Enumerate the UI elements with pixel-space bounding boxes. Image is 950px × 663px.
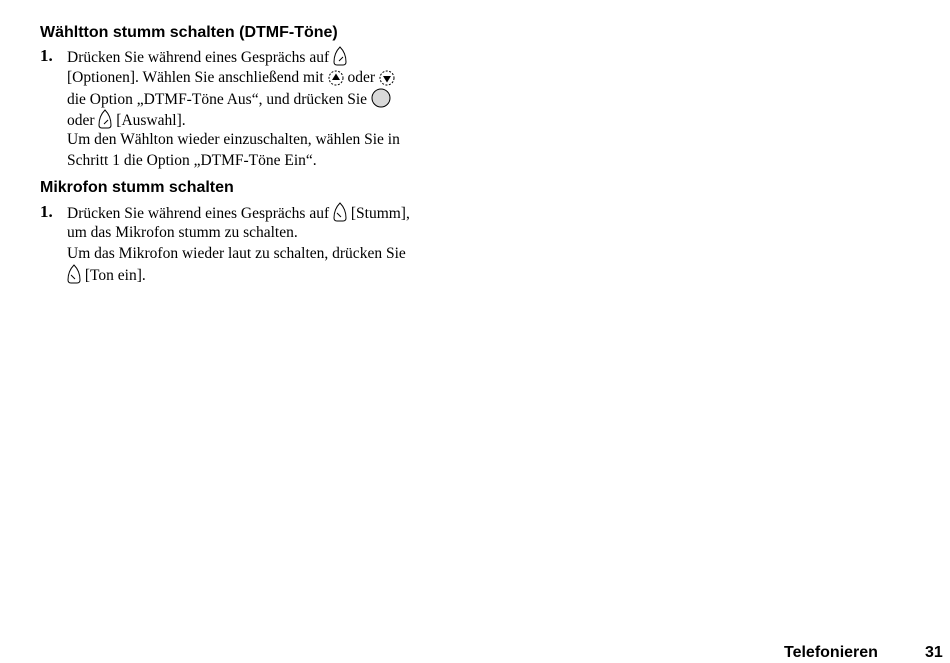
text-fragment: Drücken Sie während eines Gesprächs auf — [67, 49, 330, 66]
text-fragment: Schritt 1 die Option „DTMF-Töne Ein“. — [67, 152, 317, 169]
text-line — [67, 67, 395, 88]
text-fragment: um das Mikrofon stumm zu schalten. — [67, 224, 298, 241]
text-fragment: [Ton ein]. — [84, 267, 146, 284]
nav-down-icon — [379, 70, 395, 86]
text-fragment: oder — [67, 112, 95, 129]
text-fragment: [Optionen]. Wählen Sie anschließend mit — [67, 69, 324, 86]
text-line — [67, 109, 186, 131]
center-select-key-icon — [371, 88, 391, 108]
text-fragment: [Stumm], — [350, 205, 410, 222]
footer-chapter-title: Telefonieren — [784, 644, 878, 661]
text-fragment: Drücken Sie während eines Gesprächs auf — [67, 205, 330, 222]
step-number: 1. — [40, 46, 53, 65]
page-number: 31 — [925, 644, 943, 661]
nav-up-icon — [328, 70, 344, 86]
text-fragment: Um das Mikrofon wieder laut zu schalten, drücken Sie — [67, 245, 406, 262]
text-fragment: [Auswahl]. — [116, 112, 186, 129]
right-soft-key-icon — [333, 46, 347, 66]
section-heading-dtmf: Wähltton stumm schalten (DTMF-Töne) — [40, 24, 338, 41]
left-soft-key-icon — [333, 202, 347, 222]
text-line — [67, 129, 400, 150]
text-line — [67, 222, 298, 243]
text-line — [67, 88, 391, 110]
left-soft-key-icon — [67, 264, 81, 284]
text-line — [67, 150, 317, 171]
step-number: 1. — [40, 202, 53, 221]
text-line — [67, 46, 347, 68]
text-fragment: die Option „DTMF-Töne Aus“, und drücken Sie — [67, 91, 368, 108]
right-soft-key-icon — [98, 109, 112, 129]
text-line — [67, 264, 146, 286]
text-line — [67, 202, 410, 224]
text-fragment: Um den Wählton wieder einzuschalten, wählen Sie in — [67, 131, 400, 148]
text-line — [67, 243, 406, 264]
section-heading-microphone: Mikrofon stumm schalten — [40, 179, 234, 196]
text-fragment: oder — [347, 69, 375, 86]
